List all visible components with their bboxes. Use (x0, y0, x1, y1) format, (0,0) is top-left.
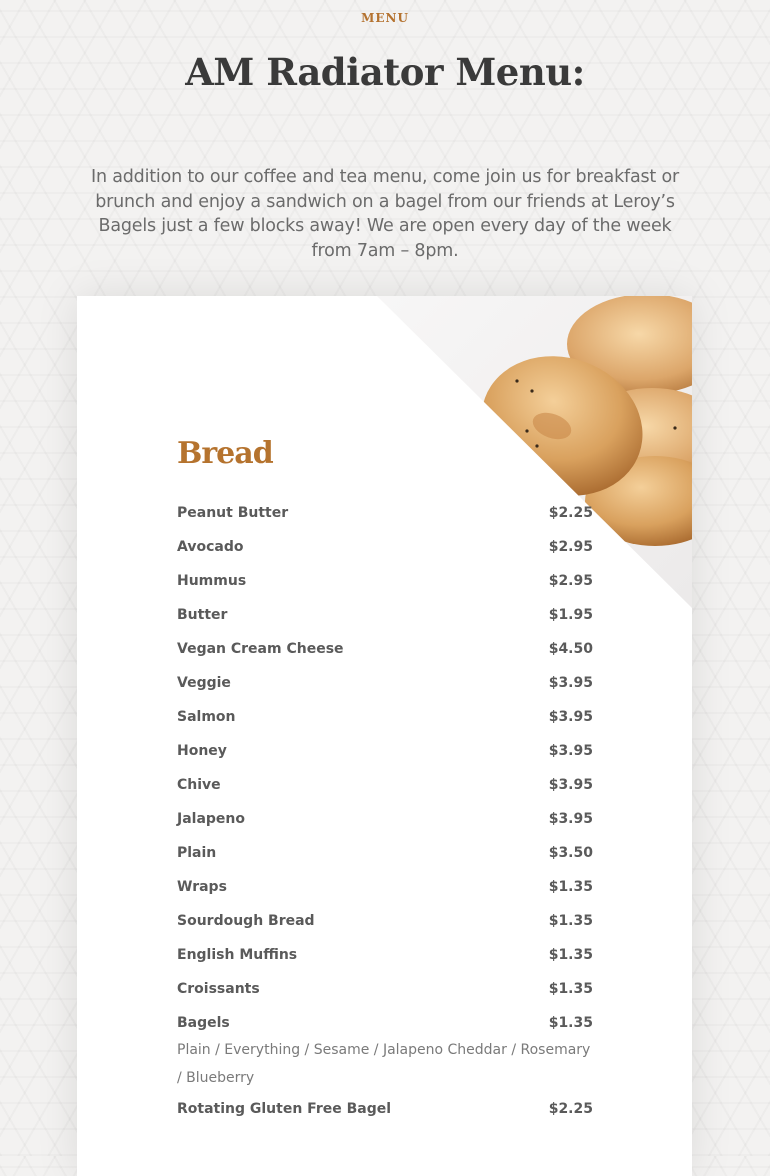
menu-item-price: $1.35 (548, 981, 593, 997)
menu-item-price: $2.95 (548, 539, 593, 555)
menu-item (177, 598, 593, 632)
menu-item-name: Wraps (177, 879, 227, 895)
menu-item-name: Plain (177, 845, 217, 861)
menu-item (177, 836, 593, 870)
menu-item-name: Peanut Butter (177, 505, 289, 521)
menu-item (177, 700, 593, 734)
menu-item-price: $2.95 (548, 573, 593, 589)
menu-item-price: $4.50 (548, 641, 593, 657)
menu-item (177, 972, 593, 1006)
menu-item (177, 666, 593, 700)
bagel-flavors-note: Plain / Everything / Sesame / Jalapeno Cheddar / Rosemary / Blueberry (177, 1042, 591, 1086)
section-title-bread: Bread (177, 436, 273, 471)
menu-item-price: $1.95 (548, 607, 593, 623)
menu-item-name: Bagels (177, 1015, 230, 1031)
menu-item-name: Veggie (177, 675, 231, 691)
menu-item (177, 530, 593, 564)
menu-item-name: Vegan Cream Cheese (177, 641, 344, 657)
menu-item-name: Croissants (177, 981, 260, 997)
menu-item-name: Chive (177, 777, 221, 793)
menu-item-name: Hummus (177, 573, 247, 589)
menu-item-name: Jalapeno (177, 811, 246, 827)
menu-item-price: $3.95 (548, 777, 593, 793)
menu-item-name: English Muffins (177, 947, 298, 963)
menu-item-price: $1.35 (548, 913, 593, 929)
menu-item-list (177, 496, 593, 1126)
menu-item-price: $1.35 (548, 947, 593, 963)
menu-item-price: $3.95 (548, 811, 593, 827)
menu-item-price: $3.95 (548, 709, 593, 725)
menu-item-price: $3.95 (548, 675, 593, 691)
menu-item (177, 564, 593, 598)
menu-item-price: $2.25 (548, 505, 593, 521)
menu-item (177, 904, 593, 938)
menu-item-price: $3.50 (548, 845, 593, 861)
menu-item (177, 734, 593, 768)
menu-item (177, 496, 593, 530)
menu-item (177, 870, 593, 904)
menu-item (177, 938, 593, 972)
menu-item-name: Butter (177, 607, 228, 623)
intro-paragraph: In addition to our coffee and tea menu, come join us for breakfast or brunch and enjoy a sandwich on a bagel from our friends at Leroy’s Bagels just a few blocks away! We are open every day of the week from 7am – 8pm. (91, 167, 679, 262)
menu-item (177, 1092, 593, 1126)
menu-item (177, 632, 593, 666)
menu-item (177, 1006, 593, 1040)
menu-item-price: $3.95 (548, 743, 593, 759)
menu-card (77, 296, 692, 1176)
menu-item-price: $2.25 (548, 1101, 593, 1117)
menu-item-name: Avocado (177, 539, 244, 555)
menu-item-price: $1.35 (548, 879, 593, 895)
menu-item-price: $1.35 (548, 1015, 593, 1031)
menu-item-name: Salmon (177, 709, 236, 725)
menu-item-name: Rotating Gluten Free Bagel (177, 1101, 392, 1117)
menu-item-name: Sourdough Bread (177, 913, 315, 929)
menu-item (177, 768, 593, 802)
menu-eyebrow: MENU (361, 11, 409, 25)
menu-item (177, 802, 593, 836)
menu-item-name: Honey (177, 743, 227, 759)
page-title: AM Radiator Menu: (185, 50, 585, 94)
